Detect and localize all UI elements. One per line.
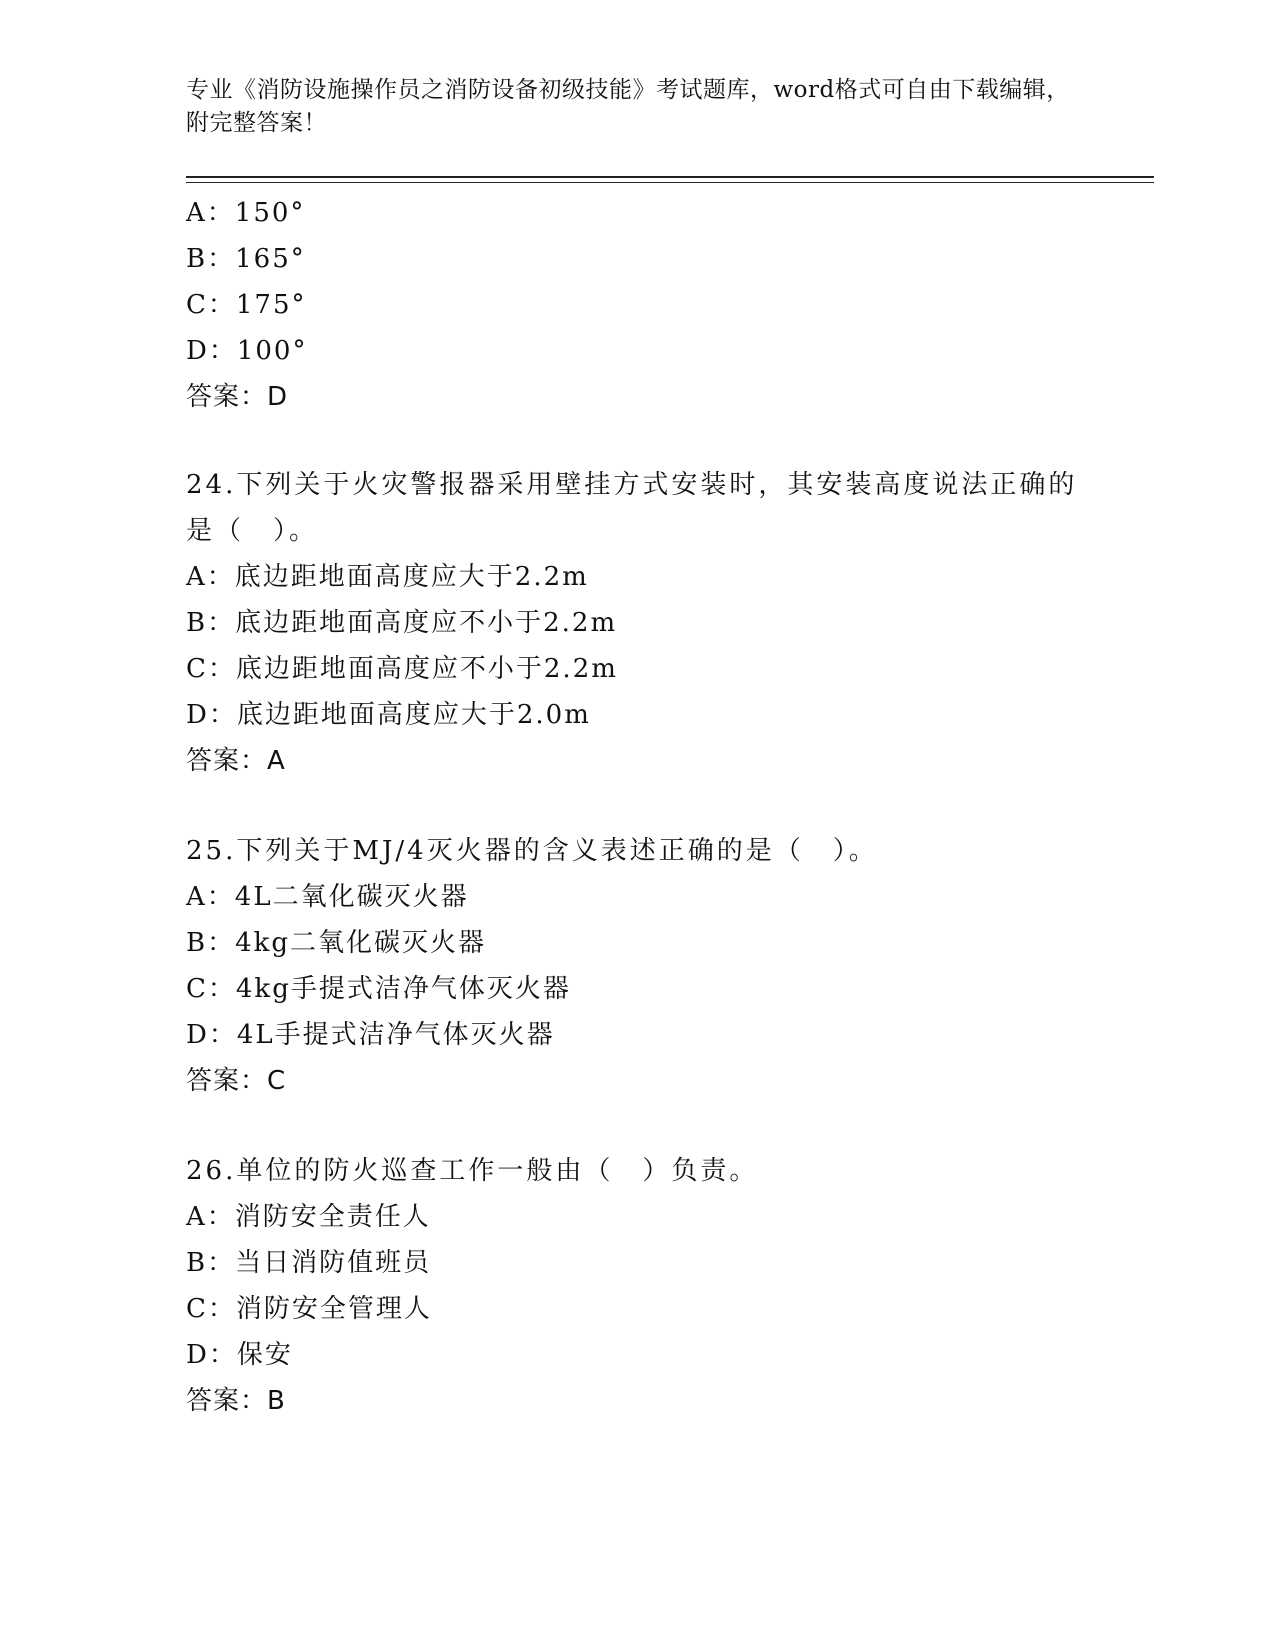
header-divider-thin [186, 182, 1154, 183]
answer-line: 答案：A [186, 746, 286, 776]
question-text: 26.单位的防火巡查工作一般由（ ）负责。 [186, 1156, 759, 1186]
document-header: 专业《消防设施操作员之消防设备初级技能》考试题库，word格式可自由下载编辑，附完整答案！ [186, 77, 1070, 136]
question-list [186, 190, 1086, 1424]
option-b: B：4kg二氧化碳灭火器 [186, 928, 487, 958]
option-d: D：底边距地面高度应大于2.0m [186, 700, 591, 730]
question-26-block [186, 1148, 1086, 1424]
answer-line: 答案：B [186, 1386, 286, 1416]
option-d: D：保安 [186, 1340, 293, 1370]
option-d: D：100° [186, 336, 308, 366]
option-a: A：150° [186, 198, 306, 228]
question-25-block [186, 828, 1086, 1104]
answer-line: 答案：D [186, 382, 289, 412]
option-c: C：消防安全管理人 [186, 1294, 432, 1324]
question-24-block [186, 462, 1086, 784]
option-b: B：当日消防值班员 [186, 1248, 432, 1278]
option-d: D：4L手提式洁净气体灭火器 [186, 1020, 555, 1050]
option-a: A：消防安全责任人 [186, 1202, 431, 1232]
option-c: C：底边距地面高度应不小于2.2m [186, 654, 618, 684]
option-a: A：底边距地面高度应大于2.2m [186, 562, 589, 592]
question-text: 24.下列关于火灾警报器采用壁挂方式安装时，其安装高度说法正确的是（ ）。 [186, 470, 1078, 546]
header-divider [186, 176, 1154, 178]
question-text: 25.下列关于MJ/4灭火器的含义表述正确的是（ ）。 [186, 836, 878, 866]
option-b: B：165° [186, 244, 306, 274]
option-c: C：175° [186, 290, 307, 320]
option-b: B：底边距地面高度应不小于2.2m [186, 608, 618, 638]
prev-question-block [186, 190, 1086, 420]
option-c: C：4kg手提式洁净气体灭火器 [186, 974, 571, 1004]
option-a: A：4L二氧化碳灭火器 [186, 882, 469, 912]
answer-line: 答案：C [186, 1066, 287, 1096]
